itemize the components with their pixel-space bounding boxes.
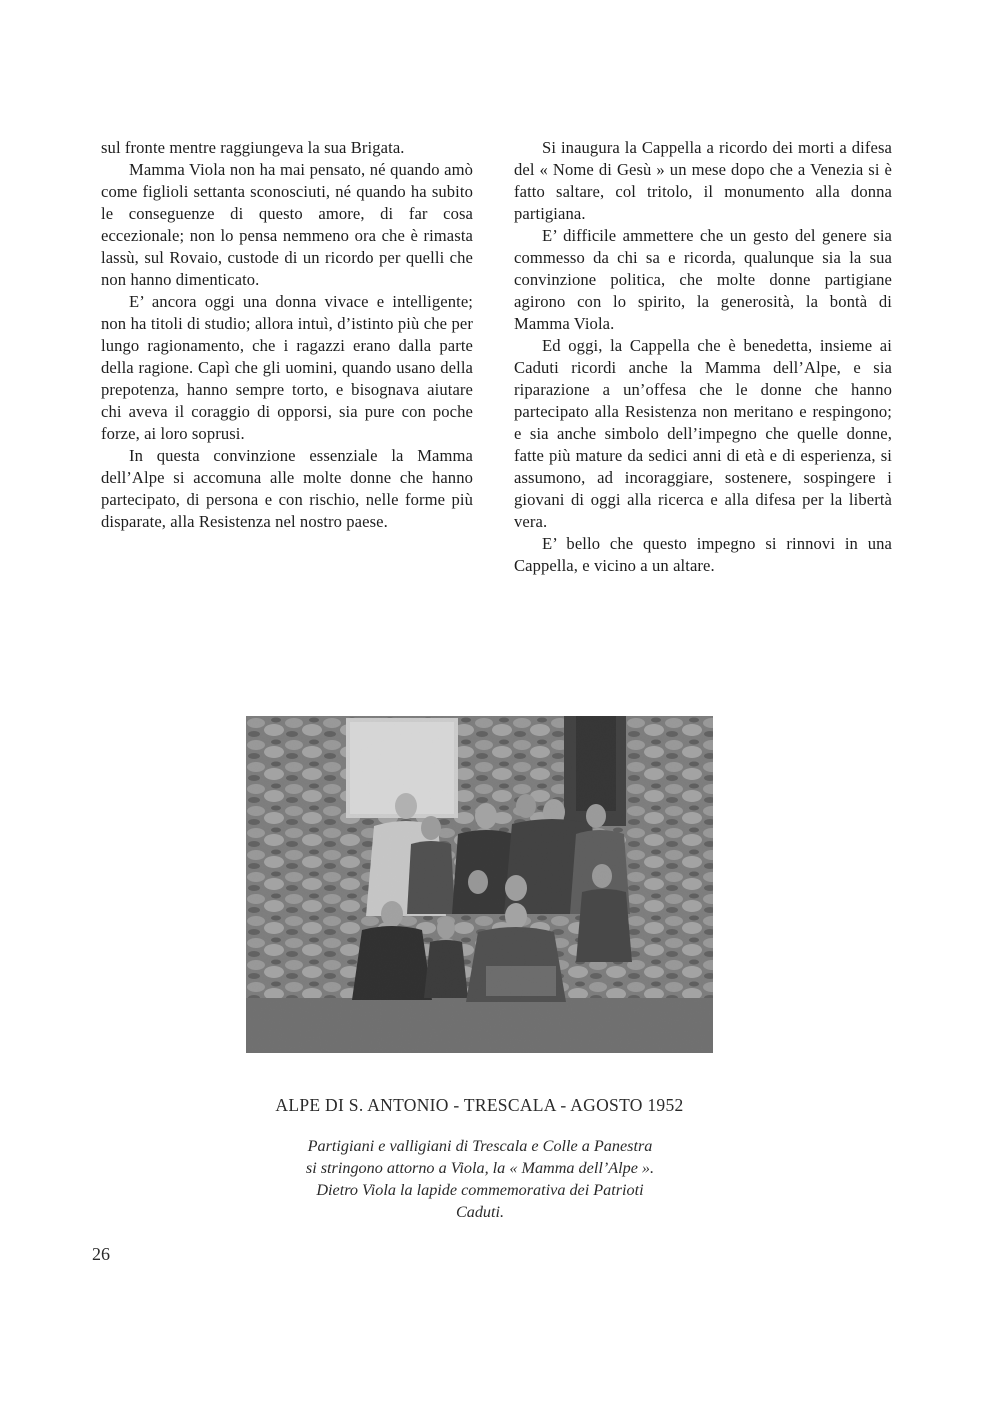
photo-caption-text [250, 1135, 710, 1223]
right-text-column [514, 137, 892, 577]
caption-line-4: Caduti. [455, 1203, 505, 1221]
right-paragraph-2: E’ difficile ammettere che un gesto del genere sia commesso da chi sa e ricorda, qualunque sia la sua convinzione politica, che molte donne partigiane agirono con lo spirito, la generosità, la bontà di Mamma Viola. [514, 226, 892, 333]
photo-caption-title: ALPE DI S. ANTONIO - TRESCALA - AGOSTO 1952 [275, 1095, 684, 1115]
page-number: 26 [92, 1244, 110, 1264]
left-paragraph-2: Mamma Viola non ha mai pensato, né quando amò come figlioli settanta sconosciuti, né quando ha subito le conseguenze di questo amore, di far cosa eccezionale; non lo pensa nemmeno ora che è rimasta lassù, sul Rovaio, custode di un ricordo per quelli che non hanno dimenticato. [101, 160, 473, 289]
photograph-image [246, 716, 713, 1053]
left-paragraph-4: In questa convinzione essenziale la Mamma dell’Alpe si accomuna alle molte donne che hanno partecipato, di persona e con rischio, nelle forme più disparate, alla Resistenza nel nostro paese. [101, 446, 473, 531]
left-paragraph-3: E’ ancora oggi una donna vivace e intelligente; non ha titoli di studio; allora intuì, d’istinto più che per lungo ragionamento, che i ragazzi erano dalla parte della ragione. Capì che gli uomini, quando usano della prepotenza, hanno sempre torto, e bisognava aiutare chi aveva il coraggio di opporsi, sia pure con poche forze, ai loro soprusi. [101, 292, 473, 443]
right-paragraph-3: Ed oggi, la Cappella che è benedetta, insieme ai Caduti ricordi anche la Mamma dell’Alpe, e sia riparazione a un’offesa che le donne che hanno partecipato alla Resistenza non meritano e respingono; e sia anche simbolo dell’impegno che quelle donne, fatte più mature da sedici anni di età e di esperienza, si assumono, ad incoraggiare, sostenere, sospingere i giovani di oggi alla ricerca e alla difesa per la libertà vera. [514, 336, 892, 531]
caption-line-3: Dietro Viola la lapide commemorativa dei Patrioti [316, 1181, 644, 1199]
left-paragraph-1: sul fronte mentre raggiungeva la sua Brigata. [101, 138, 405, 157]
group-photograph [246, 716, 713, 1053]
caption-line-2: si stringono attorno a Viola, la « Mamma dell’Alpe ». [305, 1159, 655, 1177]
left-text-column [101, 137, 473, 533]
caption-line-1: Partigiani e valligiani di Trescala e Colle a Panestra [307, 1137, 653, 1155]
right-paragraph-1: Si inaugura la Cappella a ricordo dei morti a difesa del « Nome di Gesù » un mese dopo che a Venezia si è fatto saltare, col tritolo, il monumento alla donna partigiana. [514, 138, 892, 223]
right-paragraph-4: E’ bello che questo impegno si rinnovi in una Cappella, e vicino a un altare. [514, 534, 892, 575]
